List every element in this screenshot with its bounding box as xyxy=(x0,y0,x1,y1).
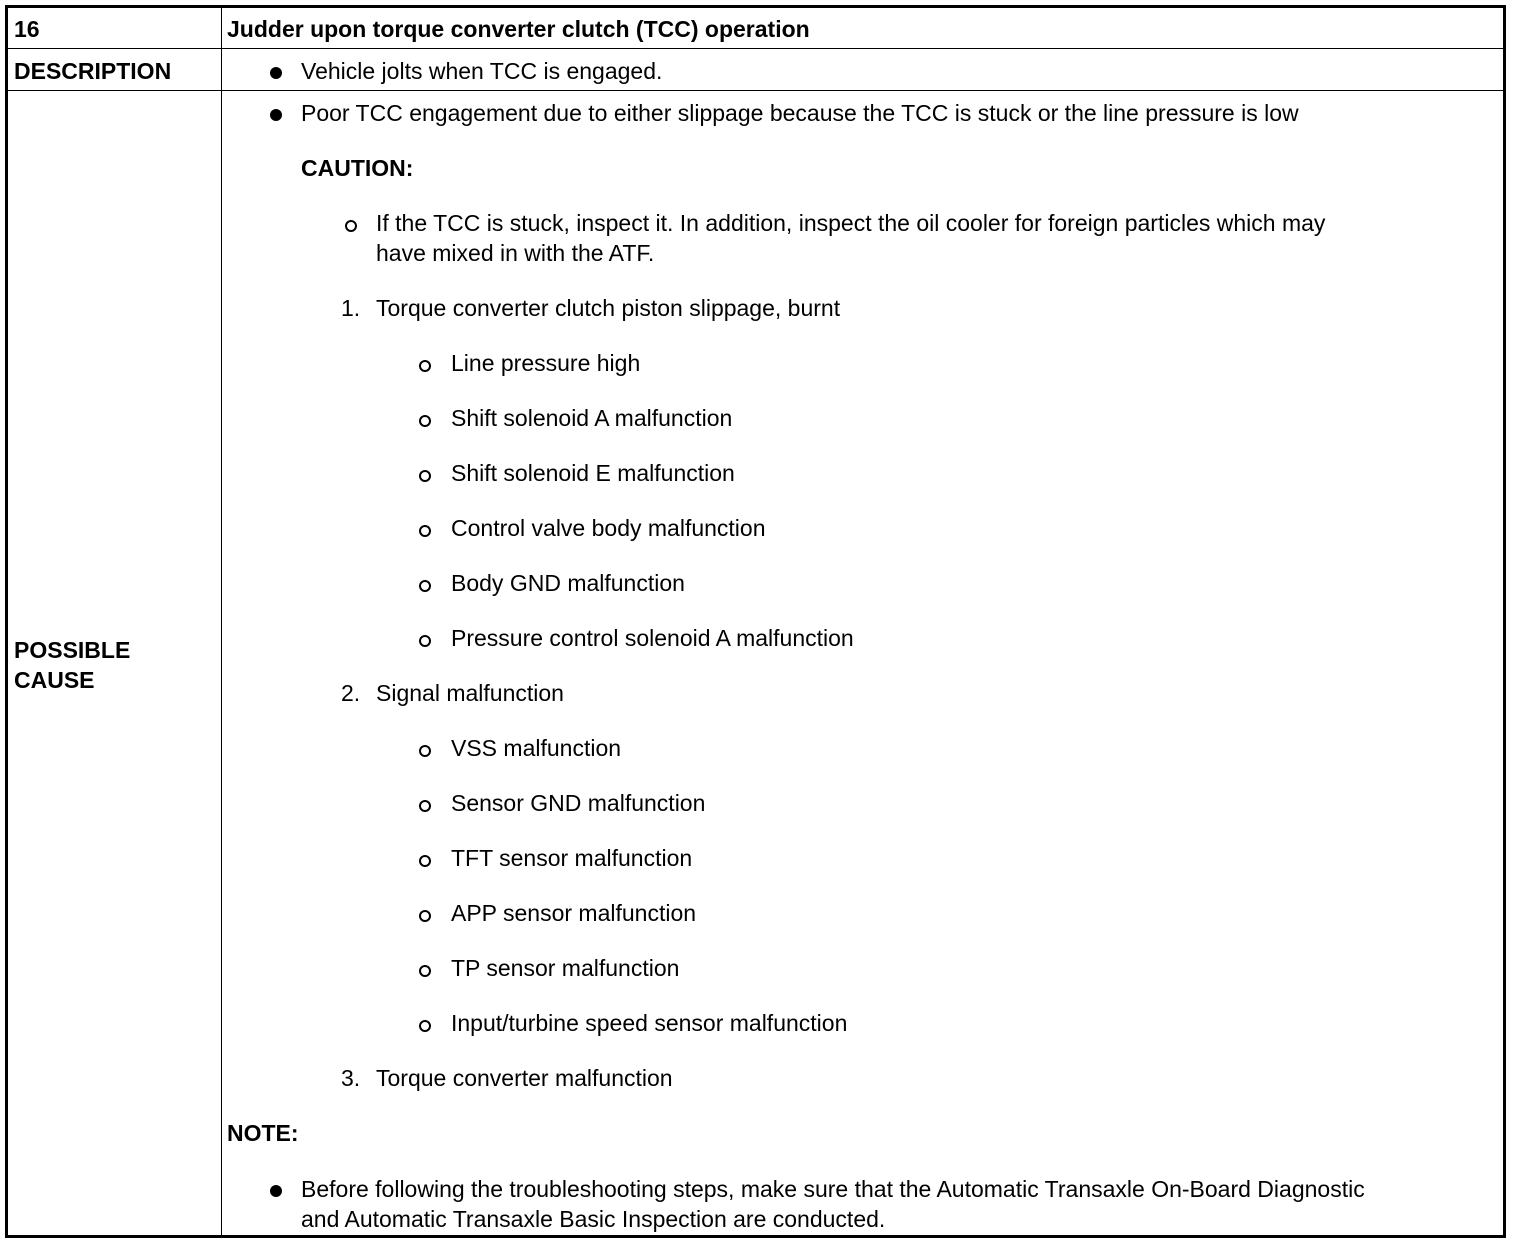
ring-bullet-icon xyxy=(419,1020,431,1032)
cause-number: 2. xyxy=(341,680,361,706)
ring-bullet-icon xyxy=(419,525,431,537)
ring-bullet-icon xyxy=(419,580,431,592)
ring-bullet-icon xyxy=(419,470,431,482)
ring-bullet-icon xyxy=(419,635,431,647)
description-text: Vehicle jolts when TCC is engaged. xyxy=(301,58,663,84)
note-text-line1: Before following the troubleshooting steps, make sure that the Automatic Transaxle On-Board Diagnostic xyxy=(301,1176,1365,1202)
list-item: Control valve body malfunction xyxy=(451,515,766,541)
ring-bullet-icon xyxy=(419,965,431,977)
cause-title: Signal malfunction xyxy=(376,680,564,706)
bullet-icon xyxy=(270,109,282,121)
list-item: APP sensor malfunction xyxy=(451,900,697,926)
list-item: Sensor GND malfunction xyxy=(451,790,706,816)
cause-title: Torque converter malfunction xyxy=(376,1065,673,1091)
bullet-icon xyxy=(270,1185,282,1197)
list-item: Shift solenoid A malfunction xyxy=(451,405,733,431)
caution-label: CAUTION: xyxy=(301,155,414,181)
cause-number: 1. xyxy=(341,295,361,321)
troubleshooting-table xyxy=(5,5,1506,1238)
list-item: Shift solenoid E malfunction xyxy=(451,460,735,486)
main-cause-text: Poor TCC engagement due to either slippage because the TCC is stuck or the line pressure is low xyxy=(301,100,1299,126)
list-item: Body GND malfunction xyxy=(451,570,685,596)
ring-bullet-icon xyxy=(419,855,431,867)
list-item: TFT sensor malfunction xyxy=(451,845,693,871)
ring-bullet-icon xyxy=(419,910,431,922)
caution-text-line1: If the TCC is stuck, inspect it. In addition, inspect the oil cooler for foreign particles which may xyxy=(376,210,1326,236)
row-divider-header xyxy=(8,48,1503,49)
row-number: 16 xyxy=(14,16,40,42)
cause-number: 3. xyxy=(341,1065,361,1091)
note-text-line2: and Automatic Transaxle Basic Inspection are conducted. xyxy=(301,1206,886,1232)
description-label: DESCRIPTION xyxy=(14,58,172,84)
caution-text-line2: have mixed in with the ATF. xyxy=(376,240,655,266)
list-item: Pressure control solenoid A malfunction xyxy=(451,625,854,651)
bullet-icon xyxy=(270,67,282,79)
ring-bullet-icon xyxy=(419,800,431,812)
list-item: Line pressure high xyxy=(451,350,641,376)
list-item: VSS malfunction xyxy=(451,735,622,761)
list-item: TP sensor malfunction xyxy=(451,955,680,981)
row-divider-description xyxy=(8,90,1503,91)
column-divider xyxy=(221,8,222,1235)
row-title: Judder upon torque converter clutch (TCC) operation xyxy=(227,16,810,42)
possible-cause-label-line2: CAUSE xyxy=(14,667,95,693)
ring-bullet-icon xyxy=(419,360,431,372)
note-label: NOTE: xyxy=(227,1120,299,1146)
ring-bullet-icon xyxy=(345,220,357,232)
possible-cause-label-line1: POSSIBLE xyxy=(14,637,131,663)
ring-bullet-icon xyxy=(419,745,431,757)
list-item: Input/turbine speed sensor malfunction xyxy=(451,1010,848,1036)
ring-bullet-icon xyxy=(419,415,431,427)
cause-title: Torque converter clutch piston slippage, burnt xyxy=(376,295,841,321)
